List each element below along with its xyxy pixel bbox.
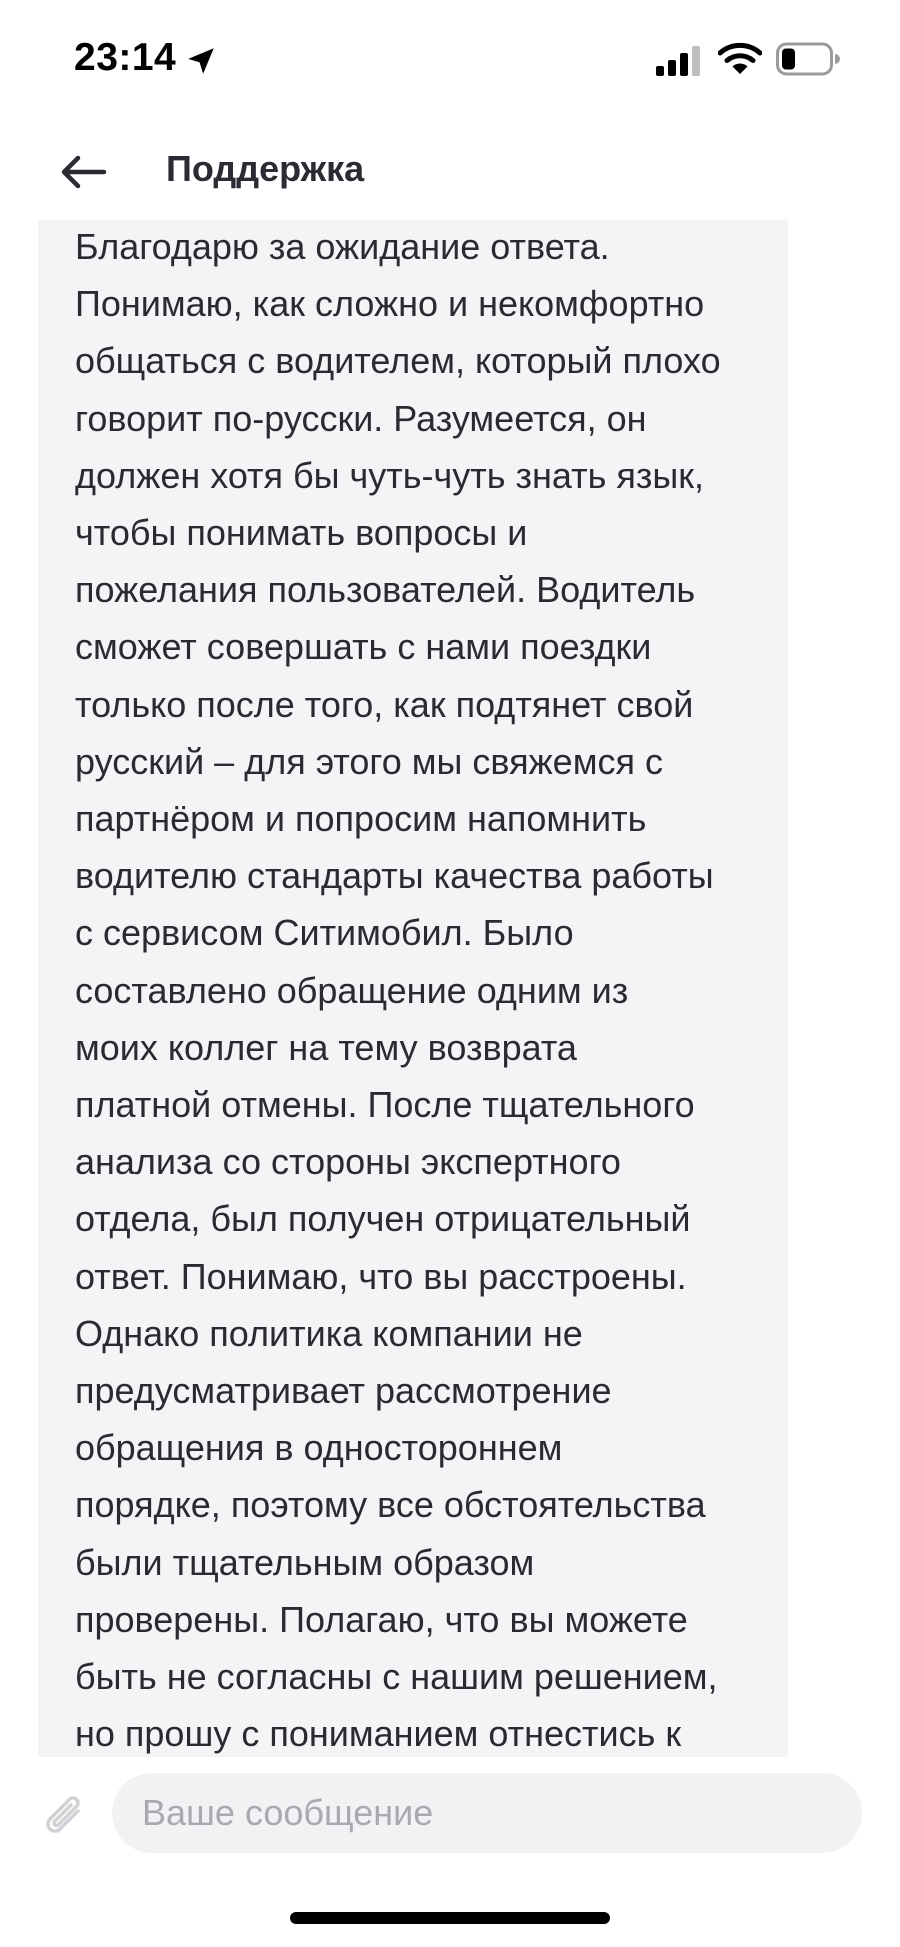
status-time: 23:14 bbox=[74, 36, 177, 79]
cellular-signal-icon bbox=[656, 46, 702, 76]
header bbox=[0, 130, 900, 220]
location-arrow-icon bbox=[184, 44, 218, 78]
support-message-bubble bbox=[38, 220, 788, 1757]
message-composer bbox=[0, 1757, 900, 1877]
paperclip-icon[interactable] bbox=[40, 1789, 90, 1845]
arrow-left-icon[interactable] bbox=[58, 150, 108, 194]
chat-message-list[interactable] bbox=[0, 220, 900, 1757]
status-bar bbox=[0, 0, 900, 120]
page-title: Поддержка bbox=[166, 148, 365, 189]
wifi-icon bbox=[718, 42, 762, 76]
home-indicator bbox=[290, 1912, 610, 1924]
battery-icon bbox=[776, 42, 840, 76]
message-input[interactable] bbox=[112, 1773, 862, 1853]
support-message-text: Благодарю за ожидание ответа. Понимаю, как сложно и некомфортно общаться с водителем, который плохо говорит по-русски. Разумеется, он должен хотя бы чуть-чуть знать язык, чтобы понимать вопросы и пожелания пользователей. Водитель сможет совершать с нами поездки только после того, как подтянет свой русский – для этого мы свяжемся с партнёром и попросим напомнить водителю стандарты качества работы с сервисом Ситимобил. Было составлено обращение одним из моих коллег на тему возврата платной отмены. После тщательного анализа со стороны экспертного отдела, был получен отрицательный ответ. Понимаю, что вы расстроены. Однако политика компании не предусматривает рассмотрение обращения в одностороннем порядке, поэтому все обстоятельства были тщательным образом проверены. Полагаю, что вы можете быть не согласны с нашим решением, но прошу с пониманием отнестись к bbox=[75, 226, 721, 1755]
